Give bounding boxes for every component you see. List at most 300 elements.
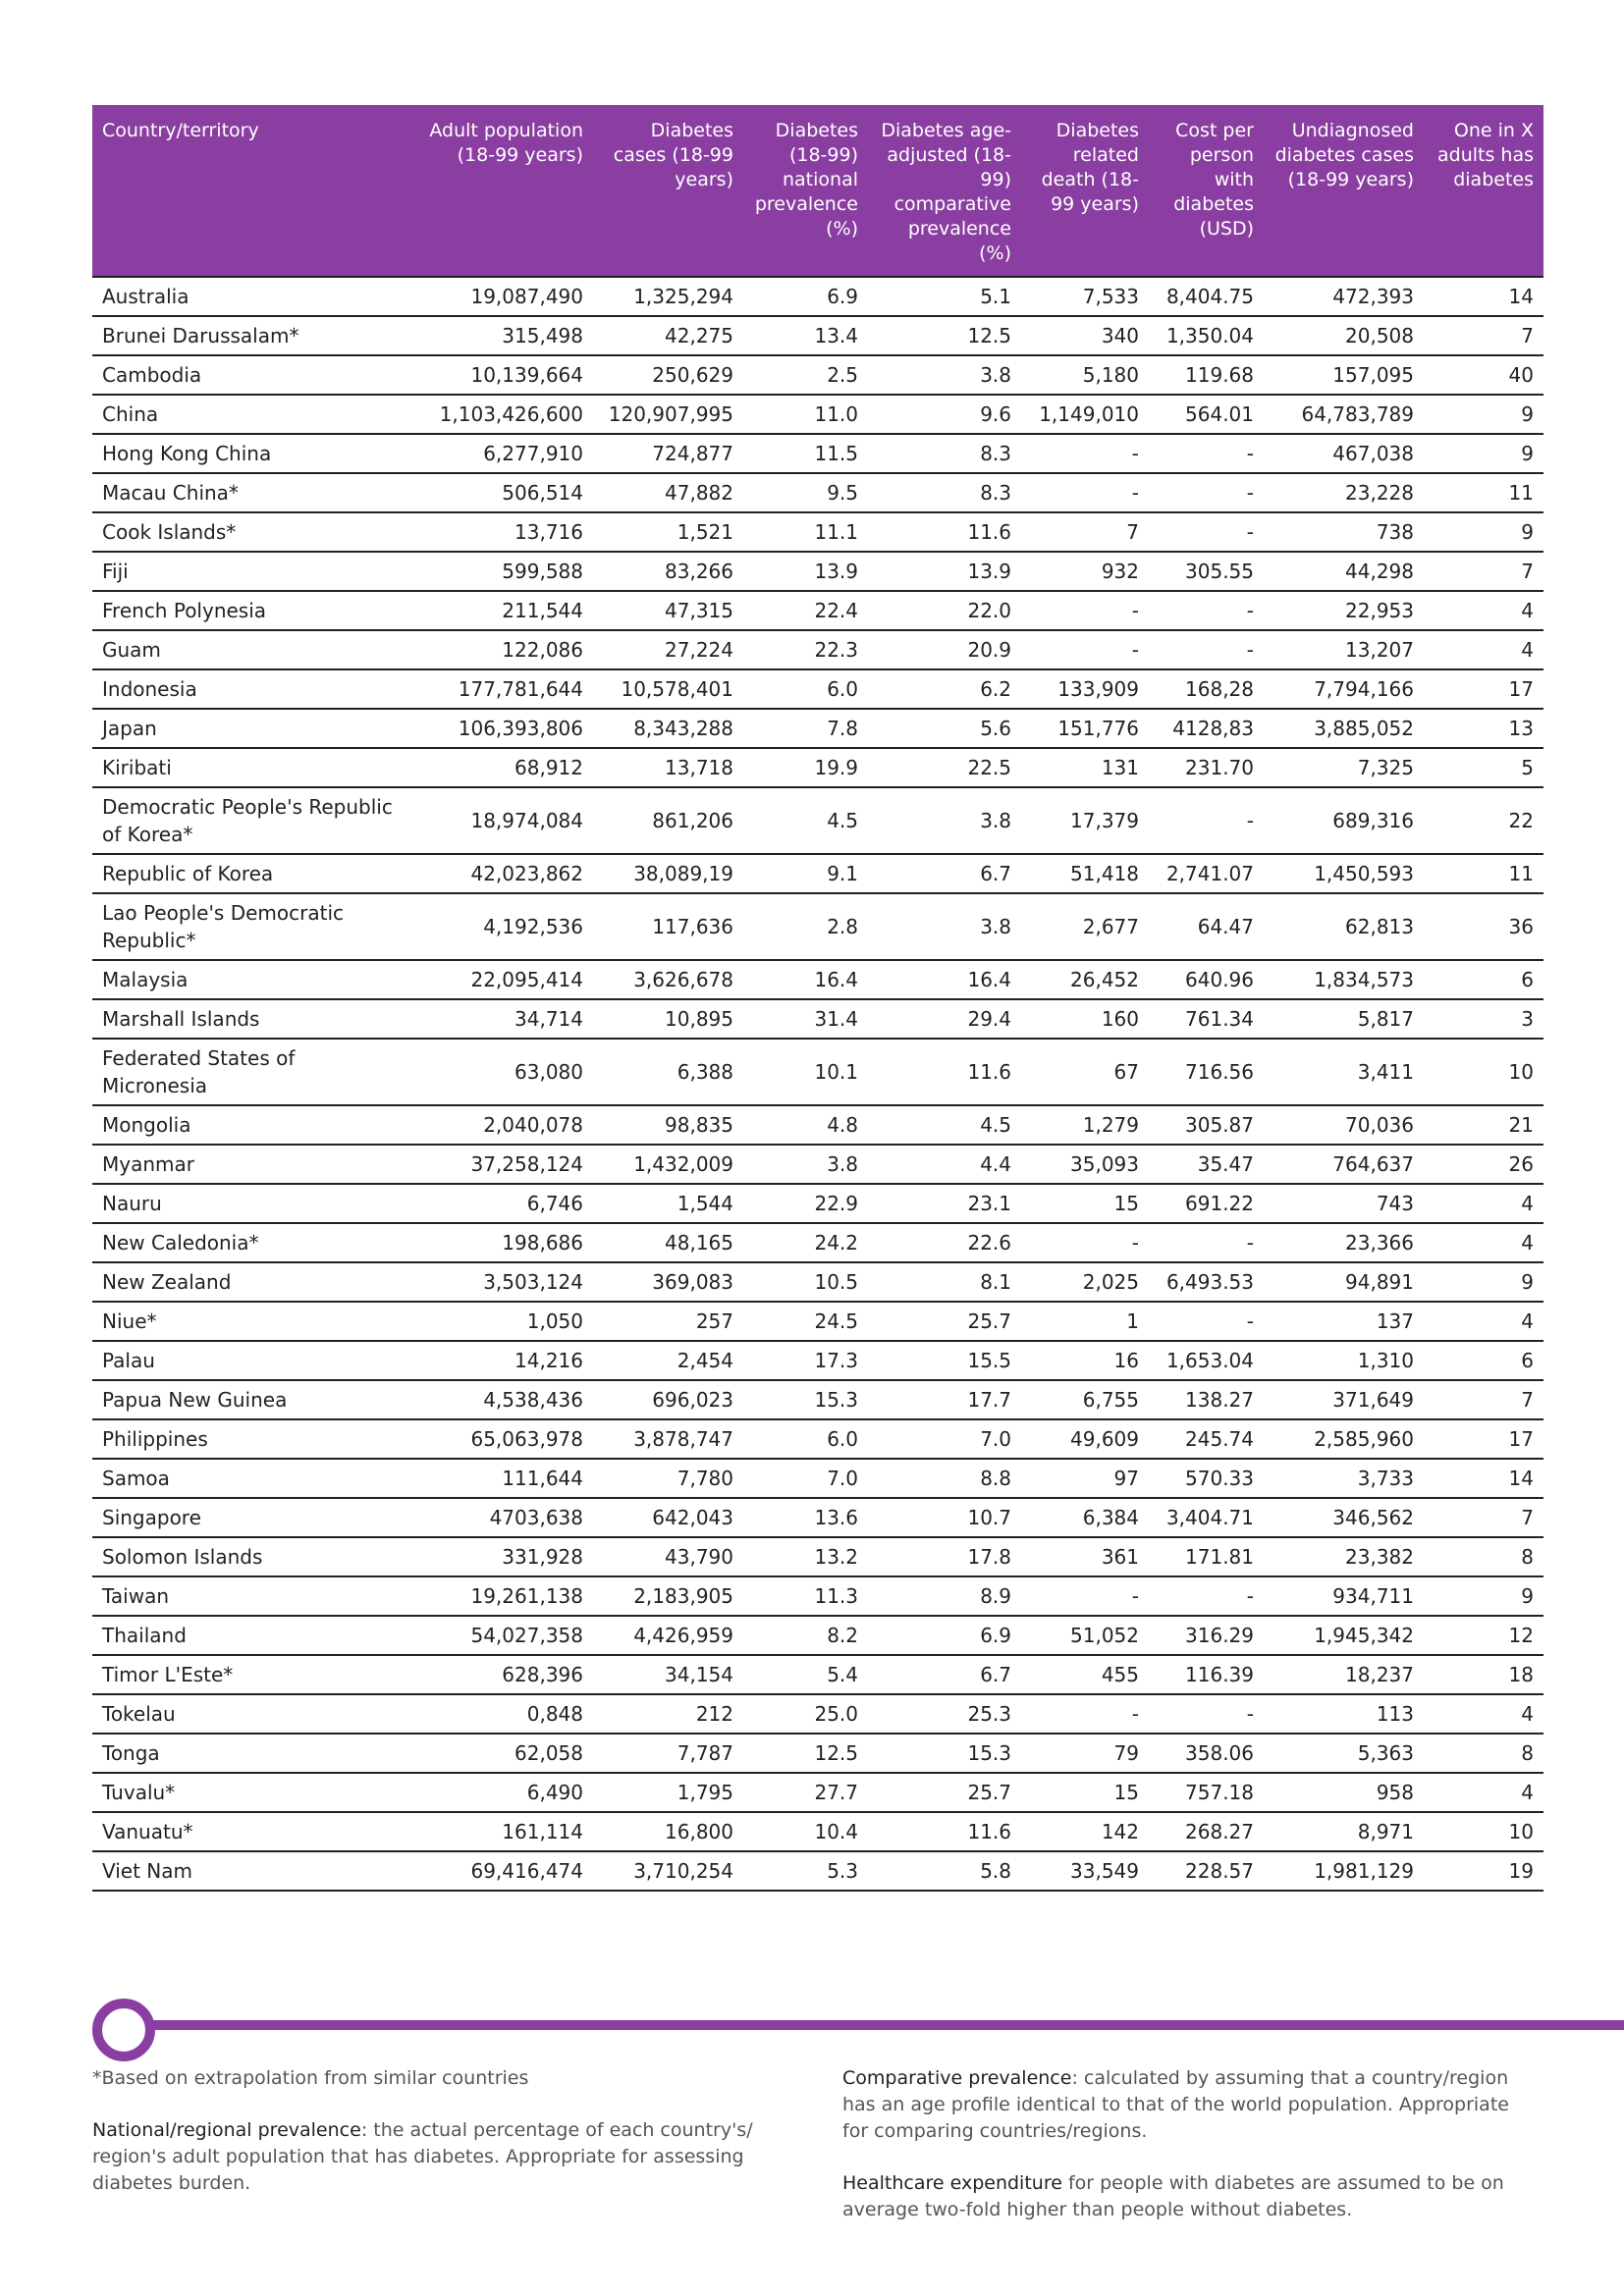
cell-diabetes-cases: 7,780 [593,1459,743,1498]
cell-one-in-x: 9 [1424,434,1543,473]
cell-undiagnosed-cases: 62,813 [1264,893,1424,960]
cell-national-prevalence: 10.1 [743,1039,868,1105]
cell-diabetes-cases: 1,325,294 [593,277,743,316]
cell-diabetes-cases: 696,023 [593,1380,743,1419]
table-row [92,630,1543,669]
cell-adult-population: 106,393,806 [406,709,593,748]
cell-country: Nauru [92,1184,406,1223]
cell-comparative-prevalence: 12.5 [868,316,1021,355]
cell-country: Palau [92,1341,406,1380]
cell-adult-population: 4,192,536 [406,893,593,960]
cell-diabetes-cases: 47,315 [593,591,743,630]
header-row [92,105,1543,277]
cell-one-in-x: 6 [1424,1341,1543,1380]
cell-diabetes-cases: 212 [593,1694,743,1734]
cell-cost-per-person: 64.47 [1149,893,1264,960]
cell-national-prevalence: 2.5 [743,355,868,395]
cell-undiagnosed-cases: 743 [1264,1184,1424,1223]
cell-related-death: 7,533 [1021,277,1149,316]
table-row [92,1773,1543,1812]
cell-national-prevalence: 4.8 [743,1105,868,1145]
cell-country: Marshall Islands [92,999,406,1039]
cell-national-prevalence: 13.2 [743,1537,868,1576]
cell-cost-per-person: 305.87 [1149,1105,1264,1145]
cell-comparative-prevalence: 6.7 [868,854,1021,893]
cell-undiagnosed-cases: 7,325 [1264,748,1424,787]
cell-diabetes-cases: 10,578,401 [593,669,743,709]
cell-one-in-x: 19 [1424,1851,1543,1891]
cell-national-prevalence: 5.3 [743,1851,868,1891]
cell-country: Niue* [92,1302,406,1341]
cell-national-prevalence: 9.5 [743,473,868,512]
cell-adult-population: 2,040,078 [406,1105,593,1145]
cell-comparative-prevalence: 3.8 [868,893,1021,960]
cell-cost-per-person: - [1149,1302,1264,1341]
cell-diabetes-cases: 38,089,19 [593,854,743,893]
cell-diabetes-cases: 42,275 [593,316,743,355]
table-row [92,1851,1543,1891]
cell-adult-population: 37,258,124 [406,1145,593,1184]
cell-undiagnosed-cases: 23,366 [1264,1223,1424,1262]
footnote-text: for people with diabetes are assumed to be on average two-fold higher than people without diabetes. [842,2172,1504,2220]
cell-comparative-prevalence: 23.1 [868,1184,1021,1223]
cell-adult-population: 177,781,644 [406,669,593,709]
cell-cost-per-person: - [1149,1694,1264,1734]
cell-undiagnosed-cases: 3,885,052 [1264,709,1424,748]
cell-one-in-x: 4 [1424,1773,1543,1812]
table-row [92,1655,1543,1694]
cell-undiagnosed-cases: 689,316 [1264,787,1424,854]
table-row [92,1576,1543,1616]
cell-adult-population: 22,095,414 [406,960,593,999]
cell-country: Brunei Darussalam* [92,316,406,355]
column-header-adult-population: Adult population (18-99 years) [406,105,593,277]
table-row [92,355,1543,395]
cell-adult-population: 506,514 [406,473,593,512]
table-row [92,854,1543,893]
cell-related-death: 2,677 [1021,893,1149,960]
cell-adult-population: 198,686 [406,1223,593,1262]
cell-diabetes-cases: 642,043 [593,1498,743,1537]
cell-national-prevalence: 12.5 [743,1734,868,1773]
cell-comparative-prevalence: 13.9 [868,552,1021,591]
table-row [92,1734,1543,1773]
cell-comparative-prevalence: 7.0 [868,1419,1021,1459]
table-row [92,1537,1543,1576]
cell-country: Guam [92,630,406,669]
cell-cost-per-person: 305.55 [1149,552,1264,591]
cell-comparative-prevalence: 17.7 [868,1380,1021,1419]
cell-comparative-prevalence: 8.3 [868,473,1021,512]
column-header-one-in-x: One in X adults has diabetes [1424,105,1543,277]
table-row [92,277,1543,316]
footnote-national-prevalence [92,2117,799,2197]
cell-adult-population: 4,538,436 [406,1380,593,1419]
column-header-country: Country/territory [92,105,406,277]
cell-adult-population: 34,714 [406,999,593,1039]
cell-cost-per-person: 119.68 [1149,355,1264,395]
cell-adult-population: 6,490 [406,1773,593,1812]
cell-country: Lao People's Democratic Republic* [92,893,406,960]
cell-national-prevalence: 11.5 [743,434,868,473]
cell-comparative-prevalence: 5.8 [868,1851,1021,1891]
cell-diabetes-cases: 98,835 [593,1105,743,1145]
cell-undiagnosed-cases: 18,237 [1264,1655,1424,1694]
cell-comparative-prevalence: 20.9 [868,630,1021,669]
cell-cost-per-person: 4128,83 [1149,709,1264,748]
cell-diabetes-cases: 34,154 [593,1655,743,1694]
cell-one-in-x: 7 [1424,316,1543,355]
cell-country: Hong Kong China [92,434,406,473]
cell-diabetes-cases: 4,426,959 [593,1616,743,1655]
cell-diabetes-cases: 16,800 [593,1812,743,1851]
cell-cost-per-person: - [1149,1576,1264,1616]
cell-national-prevalence: 17.3 [743,1341,868,1380]
cell-undiagnosed-cases: 23,382 [1264,1537,1424,1576]
cell-one-in-x: 11 [1424,473,1543,512]
cell-country: Tokelau [92,1694,406,1734]
cell-one-in-x: 6 [1424,960,1543,999]
cell-diabetes-cases: 120,907,995 [593,395,743,434]
table-row [92,1616,1543,1655]
footnote-text: : calculated by assuming that a country/region has an age profile identical to that of the world population. Appropriate for comparing countries/regions. [842,2067,1509,2142]
cell-comparative-prevalence: 3.8 [868,787,1021,854]
cell-undiagnosed-cases: 764,637 [1264,1145,1424,1184]
cell-diabetes-cases: 6,388 [593,1039,743,1105]
cell-national-prevalence: 11.0 [743,395,868,434]
cell-related-death: 79 [1021,1734,1149,1773]
cell-undiagnosed-cases: 64,783,789 [1264,395,1424,434]
column-header-cost-per-person: Cost per person with diabetes (USD) [1149,105,1264,277]
cell-related-death: 340 [1021,316,1149,355]
cell-cost-per-person: 245.74 [1149,1419,1264,1459]
cell-cost-per-person: 358.06 [1149,1734,1264,1773]
cell-country: Tonga [92,1734,406,1773]
cell-related-death: 15 [1021,1184,1149,1223]
cell-one-in-x: 17 [1424,669,1543,709]
table-row [92,893,1543,960]
cell-comparative-prevalence: 17.8 [868,1537,1021,1576]
cell-national-prevalence: 22.9 [743,1184,868,1223]
cell-related-death: - [1021,1223,1149,1262]
footnotes-left [92,2065,799,2222]
cell-national-prevalence: 7.0 [743,1459,868,1498]
cell-undiagnosed-cases: 5,817 [1264,999,1424,1039]
cell-adult-population: 211,544 [406,591,593,630]
cell-comparative-prevalence: 8.1 [868,1262,1021,1302]
cell-related-death: 1 [1021,1302,1149,1341]
cell-national-prevalence: 15.3 [743,1380,868,1419]
cell-undiagnosed-cases: 70,036 [1264,1105,1424,1145]
cell-adult-population: 6,277,910 [406,434,593,473]
column-header-comparative-prevalence: Diabetes age-adjusted (18-99) comparative prevalence (%) [868,105,1021,277]
cell-one-in-x: 14 [1424,277,1543,316]
cell-undiagnosed-cases: 1,834,573 [1264,960,1424,999]
cell-undiagnosed-cases: 467,038 [1264,434,1424,473]
diabetes-data-table [92,105,1543,1892]
cell-comparative-prevalence: 6.9 [868,1616,1021,1655]
cell-cost-per-person: 116.39 [1149,1655,1264,1694]
cell-cost-per-person: 1,350.04 [1149,316,1264,355]
cell-comparative-prevalence: 4.5 [868,1105,1021,1145]
cell-undiagnosed-cases: 7,794,166 [1264,669,1424,709]
cell-country: Thailand [92,1616,406,1655]
footnote-term: National/regional prevalence [92,2119,361,2141]
cell-diabetes-cases: 8,343,288 [593,709,743,748]
column-header-national-prevalence: Diabetes (18-99) national prevalence (%) [743,105,868,277]
cell-national-prevalence: 10.5 [743,1262,868,1302]
table-row [92,1302,1543,1341]
cell-adult-population: 111,644 [406,1459,593,1498]
cell-related-death: - [1021,591,1149,630]
cell-adult-population: 1,103,426,600 [406,395,593,434]
cell-one-in-x: 9 [1424,512,1543,552]
cell-adult-population: 3,503,124 [406,1262,593,1302]
cell-national-prevalence: 16.4 [743,960,868,999]
cell-related-death: 26,452 [1021,960,1149,999]
cell-national-prevalence: 9.1 [743,854,868,893]
cell-comparative-prevalence: 22.0 [868,591,1021,630]
cell-cost-per-person: 757.18 [1149,1773,1264,1812]
cell-one-in-x: 40 [1424,355,1543,395]
table-row [92,1262,1543,1302]
footnote-extrapolation: *Based on extrapolation from similar countries [92,2067,529,2089]
cell-related-death: 6,755 [1021,1380,1149,1419]
cell-comparative-prevalence: 5.1 [868,277,1021,316]
table-row [92,1105,1543,1145]
footnote-term: Comparative prevalence [842,2067,1072,2089]
cell-country: Timor L'Este* [92,1655,406,1694]
cell-cost-per-person: - [1149,591,1264,630]
cell-related-death: 51,052 [1021,1616,1149,1655]
cell-adult-population: 13,716 [406,512,593,552]
cell-adult-population: 161,114 [406,1812,593,1851]
cell-country: Kiribati [92,748,406,787]
cell-diabetes-cases: 43,790 [593,1537,743,1576]
cell-diabetes-cases: 1,432,009 [593,1145,743,1184]
table-row [92,395,1543,434]
cell-one-in-x: 4 [1424,591,1543,630]
table-row [92,787,1543,854]
diabetes-data-table-container [92,105,1543,1892]
cell-comparative-prevalence: 25.7 [868,1773,1021,1812]
cell-one-in-x: 10 [1424,1812,1543,1851]
table-row [92,512,1543,552]
cell-undiagnosed-cases: 8,971 [1264,1812,1424,1851]
cell-diabetes-cases: 47,882 [593,473,743,512]
cell-country: Republic of Korea [92,854,406,893]
table-row [92,434,1543,473]
cell-national-prevalence: 7.8 [743,709,868,748]
cell-one-in-x: 7 [1424,1498,1543,1537]
cell-one-in-x: 18 [1424,1655,1543,1694]
cell-cost-per-person: 6,493.53 [1149,1262,1264,1302]
cell-comparative-prevalence: 15.3 [868,1734,1021,1773]
cell-comparative-prevalence: 8.3 [868,434,1021,473]
cell-comparative-prevalence: 25.7 [868,1302,1021,1341]
table-row [92,1380,1543,1419]
cell-diabetes-cases: 1,544 [593,1184,743,1223]
cell-adult-population: 62,058 [406,1734,593,1773]
cell-one-in-x: 9 [1424,395,1543,434]
cell-national-prevalence: 25.0 [743,1694,868,1734]
cell-undiagnosed-cases: 958 [1264,1773,1424,1812]
cell-undiagnosed-cases: 23,228 [1264,473,1424,512]
cell-diabetes-cases: 83,266 [593,552,743,591]
cell-comparative-prevalence: 5.6 [868,709,1021,748]
cell-national-prevalence: 6.9 [743,277,868,316]
cell-comparative-prevalence: 10.7 [868,1498,1021,1537]
cell-cost-per-person: 691.22 [1149,1184,1264,1223]
cell-cost-per-person: - [1149,630,1264,669]
cell-cost-per-person: 570.33 [1149,1459,1264,1498]
cell-cost-per-person: 2,741.07 [1149,854,1264,893]
cell-country: New Zealand [92,1262,406,1302]
cell-related-death: 151,776 [1021,709,1149,748]
table-header [92,105,1543,277]
cell-country: Federated States of Micronesia [92,1039,406,1105]
cell-country: China [92,395,406,434]
cell-cost-per-person: 640.96 [1149,960,1264,999]
cell-country: Malaysia [92,960,406,999]
cell-undiagnosed-cases: 94,891 [1264,1262,1424,1302]
cell-related-death: 16 [1021,1341,1149,1380]
cell-cost-per-person: 716.56 [1149,1039,1264,1105]
table-row [92,1039,1543,1105]
cell-diabetes-cases: 3,878,747 [593,1419,743,1459]
cell-cost-per-person: - [1149,512,1264,552]
cell-cost-per-person: 1,653.04 [1149,1341,1264,1380]
table-row [92,709,1543,748]
cell-related-death: 51,418 [1021,854,1149,893]
cell-diabetes-cases: 257 [593,1302,743,1341]
cell-comparative-prevalence: 6.7 [868,1655,1021,1694]
footnote-term: Healthcare expenditure [842,2172,1062,2194]
cell-related-death: - [1021,434,1149,473]
cell-country: Macau China* [92,473,406,512]
cell-one-in-x: 4 [1424,1694,1543,1734]
cell-related-death: 6,384 [1021,1498,1149,1537]
cell-adult-population: 6,746 [406,1184,593,1223]
cell-national-prevalence: 6.0 [743,1419,868,1459]
cell-adult-population: 18,974,084 [406,787,593,854]
cell-national-prevalence: 4.5 [743,787,868,854]
cell-adult-population: 42,023,862 [406,854,593,893]
cell-cost-per-person: - [1149,787,1264,854]
cell-cost-per-person: 3,404.71 [1149,1498,1264,1537]
cell-related-death: - [1021,1694,1149,1734]
table-row [92,1184,1543,1223]
table-row [92,1812,1543,1851]
cell-undiagnosed-cases: 1,310 [1264,1341,1424,1380]
cell-one-in-x: 17 [1424,1419,1543,1459]
cell-undiagnosed-cases: 113 [1264,1694,1424,1734]
cell-undiagnosed-cases: 1,450,593 [1264,854,1424,893]
table-row [92,1223,1543,1262]
table-row [92,316,1543,355]
section-divider-line [118,2020,1624,2030]
table-row [92,669,1543,709]
cell-national-prevalence: 11.3 [743,1576,868,1616]
table-row [92,1498,1543,1537]
cell-one-in-x: 21 [1424,1105,1543,1145]
cell-diabetes-cases: 117,636 [593,893,743,960]
cell-comparative-prevalence: 6.2 [868,669,1021,709]
cell-related-death: 15 [1021,1773,1149,1812]
cell-country: Papua New Guinea [92,1380,406,1419]
cell-related-death: 35,093 [1021,1145,1149,1184]
cell-cost-per-person: - [1149,434,1264,473]
cell-comparative-prevalence: 4.4 [868,1145,1021,1184]
cell-related-death: 455 [1021,1655,1149,1694]
cell-one-in-x: 14 [1424,1459,1543,1498]
cell-diabetes-cases: 369,083 [593,1262,743,1302]
cell-country: Samoa [92,1459,406,1498]
cell-diabetes-cases: 250,629 [593,355,743,395]
cell-diabetes-cases: 13,718 [593,748,743,787]
cell-one-in-x: 4 [1424,1302,1543,1341]
cell-cost-per-person: - [1149,1223,1264,1262]
cell-cost-per-person: 316.29 [1149,1616,1264,1655]
cell-related-death: 2,025 [1021,1262,1149,1302]
cell-related-death: 133,909 [1021,669,1149,709]
cell-comparative-prevalence: 15.5 [868,1341,1021,1380]
table-row [92,552,1543,591]
cell-cost-per-person: 168,28 [1149,669,1264,709]
cell-related-death: 17,379 [1021,787,1149,854]
column-header-undiagnosed-cases: Undiagnosed diabetes cases (18-99 years) [1264,105,1424,277]
cell-related-death: 67 [1021,1039,1149,1105]
cell-related-death: - [1021,473,1149,512]
cell-one-in-x: 4 [1424,1184,1543,1223]
cell-country: Indonesia [92,669,406,709]
cell-comparative-prevalence: 25.3 [868,1694,1021,1734]
cell-country: Japan [92,709,406,748]
cell-undiagnosed-cases: 346,562 [1264,1498,1424,1537]
cell-adult-population: 122,086 [406,630,593,669]
cell-country: Democratic People's Republic of Korea* [92,787,406,854]
cell-undiagnosed-cases: 13,207 [1264,630,1424,669]
cell-one-in-x: 8 [1424,1537,1543,1576]
cell-national-prevalence: 10.4 [743,1812,868,1851]
cell-country: Solomon Islands [92,1537,406,1576]
cell-cost-per-person: 35.47 [1149,1145,1264,1184]
cell-related-death: 932 [1021,552,1149,591]
cell-comparative-prevalence: 9.6 [868,395,1021,434]
cell-cost-per-person: - [1149,473,1264,512]
cell-diabetes-cases: 724,877 [593,434,743,473]
cell-related-death: 33,549 [1021,1851,1149,1891]
cell-related-death: 160 [1021,999,1149,1039]
cell-adult-population: 19,261,138 [406,1576,593,1616]
cell-national-prevalence: 19.9 [743,748,868,787]
cell-national-prevalence: 27.7 [743,1773,868,1812]
cell-comparative-prevalence: 11.6 [868,1039,1021,1105]
table-body [92,277,1543,1891]
cell-undiagnosed-cases: 157,095 [1264,355,1424,395]
cell-one-in-x: 26 [1424,1145,1543,1184]
cell-undiagnosed-cases: 5,363 [1264,1734,1424,1773]
cell-comparative-prevalence: 11.6 [868,512,1021,552]
cell-country: Mongolia [92,1105,406,1145]
cell-diabetes-cases: 3,626,678 [593,960,743,999]
cell-one-in-x: 5 [1424,748,1543,787]
cell-undiagnosed-cases: 137 [1264,1302,1424,1341]
cell-cost-per-person: 564.01 [1149,395,1264,434]
cell-comparative-prevalence: 29.4 [868,999,1021,1039]
cell-undiagnosed-cases: 1,945,342 [1264,1616,1424,1655]
section-divider-ring [92,1999,155,2061]
